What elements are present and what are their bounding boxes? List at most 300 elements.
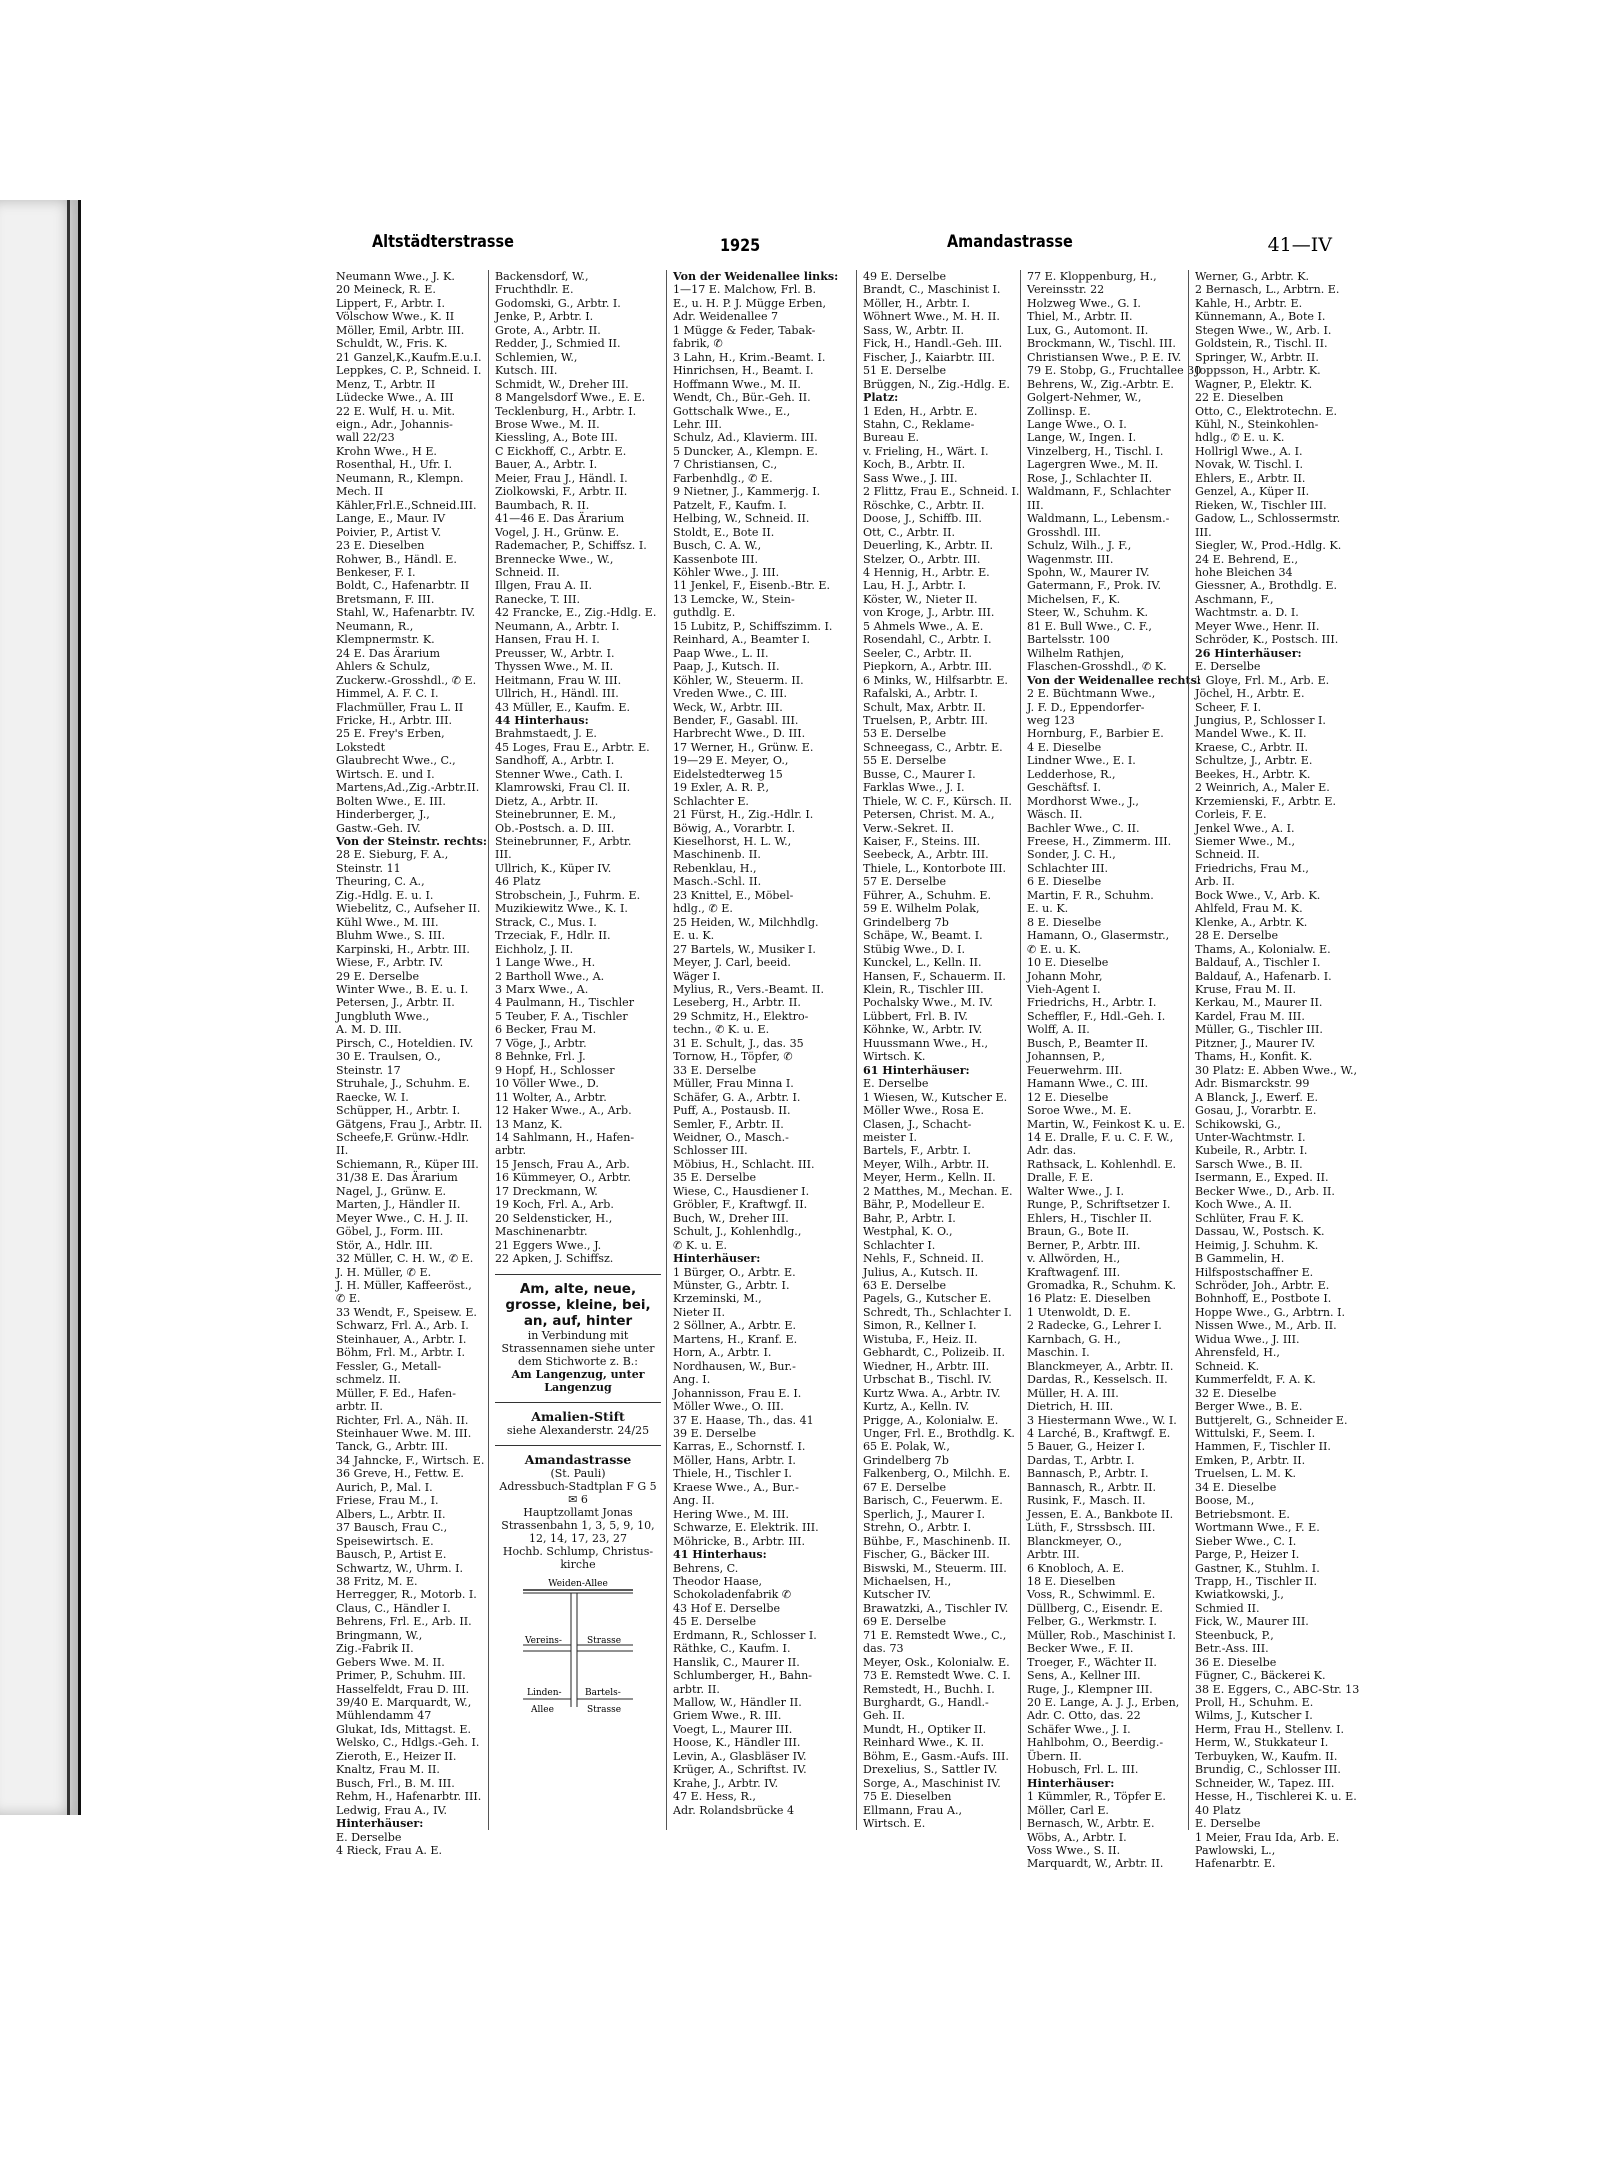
entry-line: 65 E. Polak, W., <box>863 1440 950 1454</box>
entry-line: Rehm, H., Hafenarbtr. III. <box>336 1790 482 1804</box>
entry-line: Wirtsch. E. <box>863 1817 926 1831</box>
entry-line: Schult, J., Kohlenhdlg., <box>673 1225 802 1239</box>
entry-line: Schredt, Th., Schlachter I. <box>863 1305 1012 1319</box>
entry-line: Hanslik, C., Maurer II. <box>673 1655 800 1669</box>
entry-line: Wilms, J., Kutscher I. <box>1195 1709 1313 1723</box>
entry-line: Lau, H. J., Arbtr. I. <box>863 579 966 593</box>
entry-line: Masch.-Schl. II. <box>673 875 762 889</box>
entry-line: Ang. II. <box>673 1494 715 1508</box>
entry-line: Berner, P., Arbtr. III. <box>1027 1238 1141 1252</box>
entry-line: Zieroth, E., Heizer II. <box>336 1749 457 1763</box>
entry-line: Meyer Wwe., Henr. II. <box>1195 619 1320 633</box>
entry-line: Wiedner, H., Arbtr. III. <box>863 1359 990 1373</box>
entry-line: 2 Matthes, M., Mechan. E. <box>863 1184 1013 1198</box>
entry-line: Möller, Emil, Arbtr. III. <box>336 323 465 337</box>
entry-line: Göbel, J., Form. III. <box>336 1225 444 1239</box>
entry-line: Tanck, G., Arbtr. III. <box>336 1440 449 1454</box>
entry-line: Steer, W., Schuhm. K. <box>1027 606 1149 620</box>
entry-line: Von der Steinstr. rechts: <box>336 835 488 849</box>
entry-line: 10 Völler Wwe., D. <box>495 1077 599 1091</box>
entry-line: Wiebelitz, C., Aufseher II. <box>336 902 481 916</box>
entry-line: Meyer Wwe., C. H. J. II. <box>336 1211 469 1225</box>
entry-line: Bolten Wwe., E. III. <box>336 794 446 808</box>
entry-line: Theuring, C. A., <box>336 875 425 889</box>
entry-line: Falkenberg, O., Milchh. E. <box>863 1467 1011 1481</box>
entry-line: Wistuba, F., Heiz. II. <box>863 1332 978 1346</box>
entry-line: E. u. K. <box>673 929 715 943</box>
entry-line: A Blanck, J., Ewerf. E. <box>1195 1090 1319 1104</box>
entry-line: 45 Loges, Frau E., Arbtr. E. <box>495 740 650 754</box>
entry-line: Lange, E., Maur. IV <box>336 512 446 526</box>
column-1 <box>330 270 488 1858</box>
entry-line: Primer, P., Schuhm. III. <box>336 1669 466 1683</box>
entry-line: Bartelsstr. 100 <box>1027 633 1110 647</box>
entry-line: Welsko, C., Hdlgs.-Geh. I. <box>336 1736 480 1750</box>
entry-line: Schwartz, W., Uhrm. I. <box>336 1561 464 1575</box>
entry-line: 44 Hinterhaus: <box>495 713 589 727</box>
entry-line: 3 Lahn, H., Krim.-Beamt. I. <box>673 350 826 364</box>
entry-line: Thiele, L., Kontorbote III. <box>863 861 1007 875</box>
entry-line: Hinterhäuser: <box>673 1252 761 1266</box>
entry-line: Schiemann, R., Küper III. <box>336 1157 479 1171</box>
entry-line: Bretsmann, F. III. <box>336 592 435 606</box>
entry-line: Rafalski, A., Arbtr. I. <box>863 687 979 701</box>
entry-line: Boldt, C., Hafenarbtr. II <box>336 579 470 593</box>
entry-line: Claus, C., Händler I. <box>336 1601 451 1615</box>
entry-line: 39 E. Derselbe <box>673 1426 757 1440</box>
entry-line: 1 Mügge & Feder, Tabak- <box>673 323 816 337</box>
entry-line: Kwiatkowski, J., <box>1195 1588 1284 1602</box>
entry-line: Patzelt, F., Kaufm. I. <box>673 498 787 512</box>
entry-line: Wiese, C., Hausdiener I. <box>673 1184 810 1198</box>
entry-line: Julius, A., Kutsch. II. <box>863 1265 979 1279</box>
entry-line: 16 Platz: E. Dieselben <box>1027 1292 1151 1306</box>
entry-line: Ullrich, H., Händl. III. <box>495 687 619 701</box>
entry-line: Fügner, C., Bäckerei K. <box>1195 1669 1326 1683</box>
entry-line: A. M. D. III. <box>336 1023 402 1037</box>
entry-line: Schlosser III. <box>673 1144 748 1158</box>
entry-line: Schäfer Wwe., J. I. <box>1027 1722 1131 1736</box>
entry-line: Urbschat B., Tischl. IV. <box>863 1373 992 1387</box>
entry-line: Möbius, H., Schlacht. III. <box>673 1157 815 1171</box>
entry-line: E. Derselbe <box>1195 660 1261 674</box>
entry-line: Ehlers, E., Arbtr. II. <box>1195 471 1306 485</box>
entry-line: guthdlg. E. <box>673 606 736 620</box>
entry-line: Schlachter I. <box>863 1238 936 1252</box>
entry-line: Freese, H., Zimmerm. III. <box>1027 835 1172 849</box>
entry-line: Platz: <box>863 391 899 405</box>
entry-line: Steinstr. 11 <box>336 861 401 875</box>
entry-line: Menz, T., Arbtr. II <box>336 377 436 391</box>
entry-line: 22 E. Wulf, H. u. Mit. <box>336 404 456 418</box>
entry-line: 28 E. Sieburg, F. A., <box>336 848 449 862</box>
entry-line: Steinhauer, A., Arbtr. I. <box>336 1332 467 1346</box>
entry-line: Klempnermstr. K. <box>336 633 435 647</box>
entry-line: Gätgens, Frau J., Arbtr. II. <box>336 1117 483 1131</box>
entry-line: Hinterhäuser: <box>1027 1776 1115 1790</box>
entry-line: Huussmann Wwe., H., <box>863 1036 989 1050</box>
entry-line: Richter, Frl. A., Näh. II. <box>336 1413 469 1427</box>
entry-line: Gastw.-Geh. IV. <box>336 821 421 835</box>
entry-line: Schmied II. <box>1195 1601 1260 1615</box>
entry-line: schmelz. II. <box>336 1373 401 1387</box>
entry-line: Muzikiewitz Wwe., K. I. <box>495 902 628 916</box>
entry-line: 32 E. Dieselbe <box>1195 1386 1277 1400</box>
entry-line: Hahlbohm, O., Beerdig.- <box>1027 1736 1164 1750</box>
entry-line: Hansen, F., Schauerm. II. <box>863 969 1006 983</box>
entry-line: Hollrigl Wwe., A. I. <box>1195 444 1303 458</box>
entry-line: Schokoladenfabrik ✆ <box>673 1588 792 1602</box>
entry-line: Remstedt, H., Buchh. I. <box>863 1682 995 1696</box>
entry-line: 8 Mangelsdorf Wwe., E. E. <box>495 391 646 405</box>
entry-line: Gottschalk Wwe., E., <box>673 404 791 418</box>
entry-line: Fick, H., Handl.-Geh. III. <box>863 337 1003 351</box>
entry-line: 43 Hof E. Derselbe <box>673 1601 781 1615</box>
entry-line: 2 E. Büchtmann Wwe., <box>1027 687 1156 701</box>
entry-line: Farbenhdlg., ✆ E. <box>673 471 773 485</box>
entry-line: 55 E. Derselbe <box>863 754 947 768</box>
entry-line: Jöchel, H., Arbtr. E. <box>1195 687 1305 701</box>
map-label-linden: Linden- <box>527 1687 562 1698</box>
entry-line: Wagner, P., Elektr. K. <box>1195 377 1313 391</box>
entry-line: Piepkorn, A., Arbtr. III. <box>863 660 992 674</box>
entry-line: Kubeile, R., Arbtr. I. <box>1195 1144 1308 1158</box>
entry-line: Sass Wwe., J. III. <box>863 471 958 485</box>
entry-line: 31 E. Schult, J., das. 35 <box>673 1036 804 1050</box>
entry-line: Isermann, E., Exped. II. <box>1195 1171 1329 1185</box>
entry-line: Weck, W., Arbtr. III. <box>673 700 783 714</box>
entry-line: 75 E. Dieselben <box>863 1790 952 1804</box>
entry-line: Schlüter, Frau F. K. <box>1195 1211 1304 1225</box>
entry-line: Möller, Hans, Arbtr. I. <box>673 1453 796 1467</box>
map-label-vereins: Vereins- <box>525 1635 562 1646</box>
entry-line: Schulz, Ad., Klavierm. III. <box>673 431 818 445</box>
column-5 <box>1020 270 1202 1871</box>
amanda-info-line: 12, 14, 17, 23, 27 <box>529 1531 627 1545</box>
entry-line: Steinebrunner, F., Arbtr. <box>495 835 632 849</box>
entry-line: 49 E. Derselbe <box>863 270 947 283</box>
entry-line: 26 Hinterhäuser: <box>1195 646 1302 660</box>
entry-line: Hasselfeldt, Frau D. III. <box>336 1682 470 1696</box>
entry-line: Kardel, Frau M. III. <box>1195 1009 1305 1023</box>
entry-line: Levin, A., Glasbläser IV. <box>673 1749 807 1763</box>
entry-line: Lübbert, Frl. B. IV. <box>863 1009 968 1023</box>
entry-line: Boose, M., <box>1195 1494 1255 1508</box>
entry-line: Kühl, N., Steinkohlen- <box>1195 417 1319 431</box>
entry-line: 27 Bartels, W., Musiker I. <box>673 942 816 956</box>
entry-line: Doose, J., Schiffb. III. <box>863 512 982 526</box>
entry-line: Müller, G., Tischler III. <box>1195 1023 1323 1037</box>
stichwort-text: in Verbindung mit Strassennamen siehe unter dem Stichworte z. B.: <box>501 1328 655 1368</box>
entry-line: Mordhorst Wwe., J., <box>1027 794 1139 808</box>
entry-line: Schlumberger, H., Bahn- <box>673 1669 813 1683</box>
map-label-weidenallee: Weiden-Allee <box>548 1578 608 1589</box>
entry-line: Adr. Weidenallee 7 <box>673 310 779 324</box>
entry-line: Ellmann, Frau A., <box>863 1803 963 1817</box>
entry-line: Bohnhoff, E., Postbote I. <box>1195 1292 1332 1306</box>
entry-line: Adr. Rolandsbrücke 4 <box>673 1803 795 1817</box>
entry-line: Strehn, O., Arbtr. I. <box>863 1521 972 1535</box>
directory-page <box>330 222 1360 1871</box>
entry-line: Thiele, H., Tischler I. <box>673 1467 792 1481</box>
entry-line: Voss, R., Schwimml. E. <box>1027 1588 1156 1602</box>
entry-line: 33 E. Derselbe <box>673 1063 757 1077</box>
entry-line: Waldmann, L., Lebensm.- <box>1027 512 1170 526</box>
entry-line: Bringmann, W., <box>336 1628 423 1642</box>
entry-line: Krohn Wwe., H E. <box>336 444 437 458</box>
entry-line: Nissen Wwe., M., Arb. II. <box>1195 1319 1337 1333</box>
entry-line: 20 Meineck, R. E. <box>336 283 436 297</box>
entry-line: Brose Wwe., M. II. <box>495 417 600 431</box>
entry-line: Schneid. II. <box>1195 848 1260 862</box>
entry-line: Arbtr. III. <box>1027 1548 1080 1562</box>
entry-line: 5 Bauer, G., Heizer I. <box>1027 1440 1146 1454</box>
entry-line: Illgen, Frau A. II. <box>495 579 592 593</box>
entry-line: 22 E. Dieselben <box>1195 391 1284 405</box>
entry-line: 20 Seldensticker, H., <box>495 1211 613 1225</box>
amalien-title: Amalien-Stift <box>531 1408 625 1424</box>
amanda-title: Amandastrasse <box>524 1451 632 1467</box>
entry-line: Thiele, W. C. F., Kürsch. II. <box>863 794 1012 808</box>
amanda-info-line: Hauptzollamt Jonas <box>523 1505 633 1519</box>
entry-line: Scheefe,F. Grünw.-Hdlr. <box>336 1131 470 1144</box>
entry-line: 31/38 E. Das Ärarium <box>336 1171 458 1185</box>
entry-line: Schmidt, W., Dreher III. <box>495 377 629 391</box>
entry-line: Fischer, J., Kaiarbtr. III. <box>863 350 995 364</box>
entry-line: Bannasch, P., Arbtr. I. <box>1027 1467 1149 1481</box>
entry-line: Becker Wwe., D., Arb. II. <box>1195 1184 1335 1198</box>
entry-line: 71 E. Remstedt Wwe., C., <box>863 1628 1007 1642</box>
entry-line: 35 E. Derselbe <box>673 1171 757 1185</box>
entry-line: Koch, B., Arbtr. II. <box>863 458 966 472</box>
entry-line: Kerkau, M., Maurer II. <box>1195 996 1323 1010</box>
entry-line: Emken, P., Arbtr. II. <box>1195 1453 1306 1467</box>
entry-line: 2 Söllner, A., Arbtr. E. <box>673 1319 797 1333</box>
entry-line: 38 Fritz, M. E. <box>336 1574 418 1588</box>
entry-line: Neumann, R., Klempn. <box>336 471 464 485</box>
amanda-info-line: Adressbuch-Stadtplan F G 5 <box>499 1479 657 1493</box>
amanda-info-line: kirche <box>560 1557 596 1571</box>
map-label-strasse: Strasse <box>587 1635 622 1646</box>
entry-line: Krüger, A., Schriftst. IV. <box>673 1763 807 1777</box>
entry-line: Paap, J., Kutsch. II. <box>673 660 780 674</box>
entry-line: Busch, P., Beamter II. <box>1027 1036 1149 1050</box>
entry-line: hdlg., ✆ E. u. K. <box>1195 431 1285 445</box>
entry-line: Aurich, P., Mal. I. <box>336 1480 433 1494</box>
entry-line: B Gammelin, H. <box>1195 1252 1285 1266</box>
entry-line: Schneid. II. <box>495 565 560 579</box>
entry-line: Hafenarbtr. E. <box>1195 1857 1276 1871</box>
column-3 <box>666 270 856 1830</box>
entry-line: Springer, W., Arbtr. II. <box>1195 350 1319 364</box>
entry-line: 46 Platz <box>495 875 541 889</box>
header-street-left: Altstädterstrasse <box>372 232 514 252</box>
entry-line: Heitmann, Frau W. III. <box>495 673 622 687</box>
entry-line: Truelsen, P., Arbtr. III. <box>863 713 988 727</box>
entry-line: 61 Hinterhäuser: <box>863 1063 970 1077</box>
entry-line: Puff, A., Postausb. II. <box>673 1104 791 1118</box>
entry-line: Stör, A., Hdlr. III. <box>336 1238 433 1252</box>
entry-line: Friese, Frau M., I. <box>336 1494 439 1508</box>
entry-line: 30 E. Traulsen, O., <box>336 1050 441 1064</box>
entry-line: Meyer, J. Carl, beeid. <box>673 956 791 970</box>
entry-line: 13 Lemcke, W., Stein- <box>673 592 795 606</box>
entry-line: Kummerfeldt, F. A. K. <box>1195 1373 1316 1387</box>
page-header <box>330 222 1336 264</box>
entry-line: Völschow Wwe., K. II <box>336 310 455 324</box>
entry-line: Bähr, P., Modelleur E. <box>863 1198 985 1212</box>
amanda-info-line: ✉ 6 <box>568 1492 588 1506</box>
entry-line: 1 Gloye, Frl. M., Arb. E. <box>1195 673 1330 687</box>
entry-line: Wolff, A. II. <box>1027 1023 1090 1037</box>
entry-line: Wagenmstr. III. <box>1027 552 1114 566</box>
entry-line: 2 Bernasch, L., Arbtrn. E. <box>1195 283 1340 297</box>
entry-line: Böwig, A., Vorarbtr. I. <box>673 821 796 835</box>
entry-line: 37 E. Haase, Th., das. 41 <box>673 1413 814 1427</box>
entry-line: Thyssen Wwe., M. II. <box>495 660 614 674</box>
entry-line: eign., Adr., Johannis- <box>336 417 453 431</box>
entry-line: Mandel Wwe., K. II. <box>1195 727 1307 741</box>
entry-line: Behrens, C. <box>673 1561 739 1575</box>
entry-line: Grote, A., Arbtr. II. <box>495 323 601 337</box>
entry-line: Kieselhorst, H. L. W., <box>673 835 792 849</box>
entry-line: Bannasch, R., Arbtr. II. <box>1027 1480 1157 1494</box>
entry-line: Dardas, T., Arbtr. I. <box>1027 1453 1135 1467</box>
entry-line: 1 Bürger, O., Arbtr. E. <box>673 1265 796 1279</box>
entry-line: Nieter II. <box>673 1305 725 1319</box>
entry-line: Reinhard, A., Beamter I. <box>673 633 811 647</box>
entry-line: Baumbach, R. II. <box>495 498 590 512</box>
entry-line: 32 Müller, C. H. W., ✆ E. <box>336 1252 474 1266</box>
entry-line: Gastner, K., Stuhlm. I. <box>1195 1561 1320 1575</box>
entry-line: III. <box>1027 498 1044 512</box>
entry-line: 6 E. Dieselbe <box>1027 875 1102 889</box>
entry-line: Neumann, R., <box>336 619 414 633</box>
entry-line: Mallow, W., Händler II. <box>673 1696 802 1710</box>
entry-line: Weidner, O., Masch.- <box>673 1131 789 1144</box>
entry-line: Rohwer, B., Händl. E. <box>336 552 457 566</box>
entry-line: 7 Christiansen, C., <box>673 458 778 472</box>
entry-line: 51 E. Derselbe <box>863 364 947 378</box>
entry-line: Runge, P., Schriftsetzer I. <box>1027 1198 1171 1212</box>
entry-line: Dietz, A., Arbtr. II. <box>495 794 599 808</box>
entry-line: Pirsch, C., Hoteldien. IV. <box>336 1036 474 1050</box>
entry-line: Hoppe Wwe., G., Arbtrn. I. <box>1195 1305 1346 1319</box>
entry-line: Von der Weidenallee rechts: <box>1027 673 1201 687</box>
entry-line: Ziolkowski, F., Arbtr. II. <box>495 485 628 499</box>
entry-line: Leseberg, H., Arbtr. II. <box>673 996 801 1010</box>
entry-line: arbtr. II. <box>336 1400 383 1414</box>
entry-line: 22 Apken, J. Schiffsz. <box>495 1252 614 1266</box>
entry-line: Hoffmann Wwe., M. II. <box>673 377 801 391</box>
entry-line: 11 Jenkel, F., Eisenb.-Btr. E. <box>673 579 831 593</box>
entry-line: Speisewirtsch. E. <box>336 1534 434 1548</box>
entry-line: 4 Paulmann, H., Tischler <box>495 996 635 1010</box>
entry-line: Wendt, Ch., Bür.-Geh. II. <box>673 391 811 405</box>
entry-line: Marquardt, W., Arbtr. II. <box>1027 1857 1164 1871</box>
entry-line: Clasen, J., Schacht- <box>863 1117 972 1131</box>
entry-line: Geh. II. <box>863 1709 905 1723</box>
entry-line: Dassau, W., Postsch. K. <box>1195 1225 1325 1239</box>
entry-line: Mech. II <box>336 485 384 499</box>
entry-line: Scheffler, F., Hdl.-Geh. I. <box>1027 1009 1166 1023</box>
entry-line: Drexelius, S., Sattler IV. <box>863 1763 998 1777</box>
entry-line: 5 Ahmels Wwe., A. E. <box>863 619 984 633</box>
entry-line: Friedrichs, Frau M., <box>1195 861 1309 875</box>
entry-line: Felber, G., Werkmstr. I. <box>1027 1615 1157 1629</box>
entry-line: 8 E. Dieselbe <box>1027 915 1102 929</box>
entry-line: 20 E. Lange, A. J. J., Erben, <box>1027 1696 1180 1710</box>
entry-line: Müller, H. A. III. <box>1027 1386 1119 1400</box>
entry-line: Kurtz, A., Kelln. IV. <box>863 1400 970 1414</box>
entry-line: Schlemien, W., <box>495 350 578 364</box>
entry-line: Lüth, F., Strssbsch. III. <box>1027 1521 1156 1535</box>
entry-line: 33 Wendt, F., Speisew. E. <box>336 1305 477 1319</box>
entry-line: Farklas Wwe., J. I. <box>863 781 965 795</box>
entry-line: Lokstedt <box>336 740 386 754</box>
entry-line: Böhm, Frl. M., Arbtr. I. <box>336 1346 466 1360</box>
entry-line: 41—46 E. Das Ärarium <box>495 512 625 526</box>
entry-line: Stenner Wwe., Cath. I. <box>495 767 624 781</box>
entry-line: Betriebsmont. E. <box>1195 1507 1290 1521</box>
amanda-info-line: (St. Pauli) <box>550 1466 606 1480</box>
map-label-strasse-2: Strasse <box>587 1704 622 1715</box>
entry-line: Heimig, J. Schuhm. K. <box>1195 1238 1319 1252</box>
entry-line: Gosau, J., Vorarbtr. E. <box>1195 1104 1317 1118</box>
entry-line: Johannsen, P., <box>1027 1050 1105 1064</box>
entry-line: 30 Platz: E. Abben Wwe., W., <box>1195 1063 1357 1077</box>
entry-line: 14 Sahlmann, H., Hafen- <box>495 1131 635 1144</box>
entry-line: Brawatzki, A., Tischler IV. <box>863 1601 1009 1615</box>
map-label-allee: Allee <box>531 1704 554 1715</box>
entry-line: Michelsen, F., K. <box>1027 592 1121 606</box>
entry-line: Martens, H., Kranf. E. <box>673 1332 798 1346</box>
entry-line: Aschmann, F., <box>1195 592 1274 606</box>
entry-line: Voegt, L., Maurer III. <box>673 1722 793 1736</box>
amalien-text: siehe Alexanderstr. 24/25 <box>506 1423 650 1437</box>
entry-line: Bausch, P., Artist E. <box>336 1548 447 1562</box>
entry-line: Gebhardt, C., Polizeib. II. <box>863 1346 1006 1360</box>
entry-line: Friedrichs, H., Arbtr. I. <box>1027 996 1157 1010</box>
entry-line: 43 Müller, E., Kaufm. E. <box>495 700 630 714</box>
entry-line: Karpinski, H., Arbtr. III. <box>336 942 470 956</box>
entry-line: Maschinenb. II. <box>673 848 761 862</box>
entry-line: Semler, F., Arbtr. II. <box>673 1117 784 1131</box>
entry-line: Hamann, O., Glasermstr., <box>1027 929 1170 943</box>
entry-line: Brandt, C., Maschinist I. <box>863 283 1001 297</box>
entry-line: 39/40 E. Marquardt, W., <box>336 1696 472 1710</box>
entry-line: 24 E. Das Ärarium <box>336 646 440 660</box>
entry-line: Nagel, J., Grünw. E. <box>336 1184 447 1198</box>
entry-line: Flaschen-Grosshdl., ✆ K. <box>1027 660 1167 674</box>
entry-line: Kahle, H., Arbtr. E. <box>1195 296 1303 310</box>
entry-line: Becker Wwe., F. II. <box>1027 1642 1134 1656</box>
entry-line: Ledwig, Frau A., IV. <box>336 1803 448 1817</box>
entry-line: Fischer, G., Bäcker III. <box>863 1548 990 1562</box>
entry-line: Johann Mohr, <box>1027 969 1103 983</box>
header-year: 1925 <box>720 236 761 256</box>
entry-line: arbtr. II. <box>673 1682 720 1696</box>
entry-line: Künnemann, A., Bote I. <box>1195 310 1326 324</box>
entry-line: Jungbluth Wwe., <box>336 1009 430 1023</box>
entry-line: Griem Wwe., R. III. <box>673 1709 782 1723</box>
entry-line: Schlachter E. <box>673 794 749 808</box>
entry-line: 1—17 E. Malchow, Frl. B. <box>673 283 817 297</box>
entry-line: Giessner, A., Brothdlg. E. <box>1195 579 1337 593</box>
entry-line: Paap Wwe., L. II. <box>673 646 769 660</box>
entry-line: Kruse, Frau M. II. <box>1195 983 1297 997</box>
entry-line: Christiansen Wwe., P. E. IV. <box>1027 350 1182 364</box>
